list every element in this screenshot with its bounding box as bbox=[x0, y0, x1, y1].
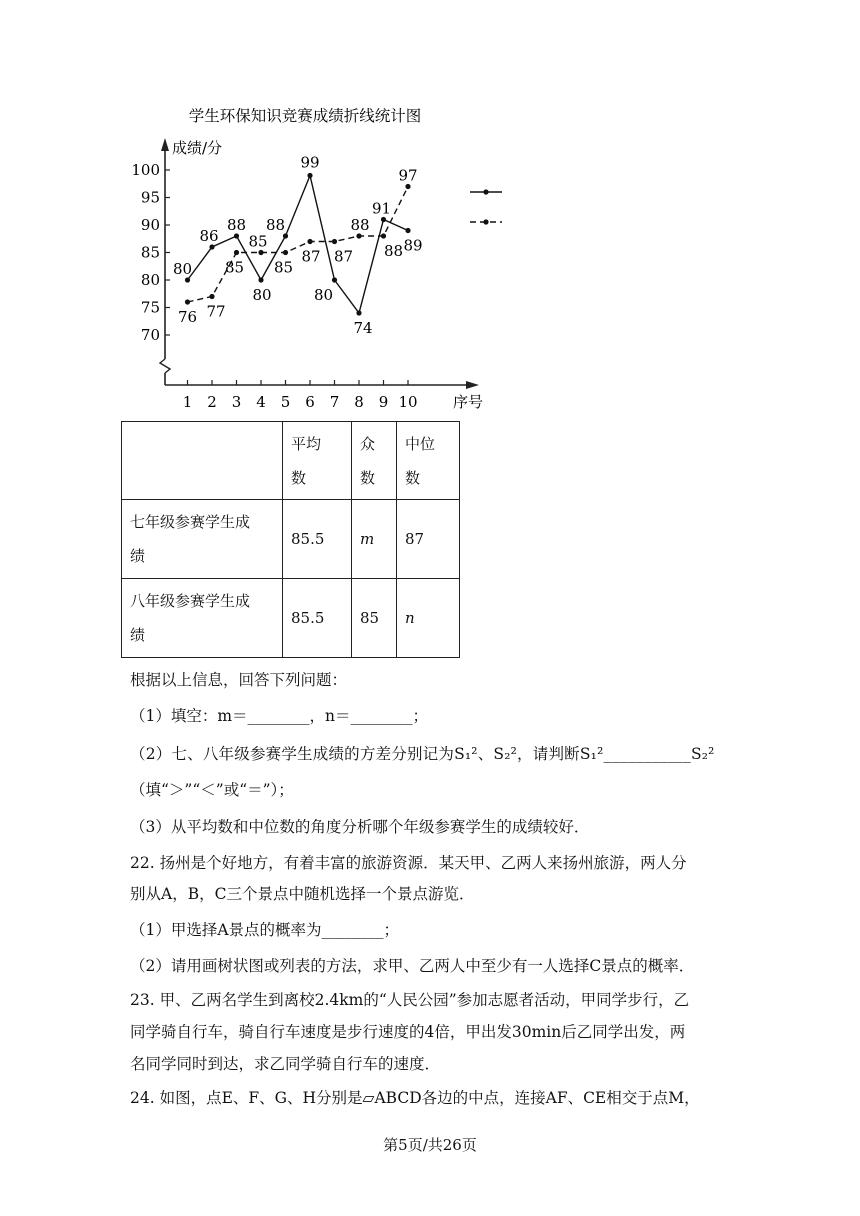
problem-23-line-3: 名同学同时到达，求乙同学骑自行车的速度． bbox=[130, 1055, 441, 1073]
y-tick-label: 70 bbox=[140, 326, 160, 344]
line-chart bbox=[131, 95, 500, 415]
header-line: 平均 bbox=[291, 434, 322, 453]
row-label-line: 绩 bbox=[130, 626, 146, 644]
cell-mean: 85.5 bbox=[283, 500, 352, 579]
x-tick-label: 9 bbox=[378, 393, 389, 411]
data-point bbox=[381, 233, 386, 238]
table-row bbox=[122, 579, 460, 658]
x-axis-label: 序号 bbox=[453, 393, 484, 411]
row-label-line: 绩 bbox=[130, 547, 146, 565]
y-tick-label: 95 bbox=[140, 188, 160, 207]
problem-23-line-2: 同学骑自行车，骑自行车速度是步行速度的4倍，甲出发30min后乙同学出发，两 bbox=[130, 1023, 686, 1041]
data-label: 85 bbox=[273, 258, 294, 277]
question-1: （1）填空：m＝________，n＝________； bbox=[130, 707, 429, 725]
data-point bbox=[356, 310, 361, 315]
data-point bbox=[209, 294, 214, 299]
y-tick-label: 85 bbox=[140, 243, 160, 262]
table-header-empty bbox=[122, 422, 283, 500]
question-3: （3）从平均数和中位数的角度分析哪个年级参赛学生的成绩较好． bbox=[130, 818, 590, 836]
data-point bbox=[185, 277, 190, 282]
legend-marker bbox=[483, 189, 488, 194]
row-label-line: 七年级参赛学生成 bbox=[130, 513, 251, 531]
data-label: 85 bbox=[224, 258, 245, 277]
data-label: 88 bbox=[265, 216, 286, 234]
table-header-mean bbox=[283, 422, 352, 500]
data-point bbox=[209, 244, 214, 249]
intro-text: 根据以上信息，回答下列问题： bbox=[130, 671, 348, 689]
data-label: 89 bbox=[403, 236, 423, 255]
cell-median: n bbox=[397, 579, 460, 658]
row-label-line: 八年级参赛学生成 bbox=[130, 592, 251, 610]
data-point bbox=[307, 173, 312, 178]
problem-22-line-2: 别从A，B，C三个景点中随机选择一个景点游览． bbox=[130, 885, 475, 903]
data-point bbox=[356, 233, 361, 238]
data-point bbox=[234, 250, 239, 255]
data-label: 74 bbox=[353, 319, 373, 337]
data-label: 99 bbox=[300, 153, 320, 172]
page-footer: 第5页/共26页 bbox=[383, 1136, 477, 1154]
data-point bbox=[332, 239, 337, 244]
data-point bbox=[381, 217, 386, 222]
problem-22-question-1: （1）甲选择A景点的概率为________； bbox=[130, 921, 400, 939]
data-label: 91 bbox=[371, 199, 392, 218]
y-axis-label: 成绩/分 bbox=[172, 139, 223, 157]
data-label: 80 bbox=[172, 260, 193, 278]
chart-title: 学生环保知识竞赛成绩折线统计图 bbox=[188, 107, 422, 125]
table-header-median bbox=[397, 422, 460, 500]
row-label bbox=[122, 500, 283, 579]
data-point bbox=[185, 299, 190, 304]
data-point bbox=[307, 239, 312, 244]
cell-mode: 85 bbox=[352, 579, 397, 658]
header-line: 数 bbox=[405, 468, 421, 487]
x-tick-label: 6 bbox=[305, 393, 315, 411]
problem-22-line-1: 22. 扬州是个好地方，有着丰富的旅游资源．某天甲、乙两人来扬州旅游，两人分 bbox=[130, 854, 687, 872]
y-tick-label: 75 bbox=[140, 298, 160, 317]
series-line-grade7 bbox=[188, 176, 409, 314]
x-tick-label: 1 bbox=[182, 393, 193, 411]
x-tick-label: 7 bbox=[329, 393, 340, 411]
y-tick-label: 80 bbox=[140, 271, 160, 289]
x-tick-label: 5 bbox=[280, 393, 291, 411]
y-tick-label: 90 bbox=[140, 216, 160, 234]
cell-median: 87 bbox=[397, 500, 460, 579]
data-label: 88 bbox=[350, 216, 370, 234]
header-line: 数 bbox=[360, 468, 376, 487]
problem-24-line-1: 24. 如图，点E、F、G、H分别是▱ABCD各边的中点，连接AF、CE相交于点M， bbox=[130, 1089, 700, 1107]
data-label: 88 bbox=[383, 242, 404, 260]
data-point bbox=[405, 184, 410, 189]
x-tick-label: 2 bbox=[207, 393, 217, 411]
data-point bbox=[258, 277, 263, 282]
data-label: 76 bbox=[177, 308, 198, 326]
x-tick-label: 10 bbox=[398, 393, 418, 411]
data-label: 80 bbox=[313, 286, 334, 304]
data-label: 86 bbox=[199, 227, 219, 245]
table-row bbox=[122, 500, 460, 579]
data-label: 77 bbox=[206, 302, 226, 321]
header-line: 中位 bbox=[405, 434, 436, 453]
data-label: 80 bbox=[252, 286, 272, 304]
data-point bbox=[283, 250, 288, 255]
row-label bbox=[122, 579, 283, 658]
data-label: 88 bbox=[226, 216, 247, 234]
tick-labels bbox=[131, 161, 417, 411]
problem-23-line-1: 23. 甲、乙两名学生到离校2.4km的“人民公园”参加志愿者活动，甲同学步行，乙 bbox=[130, 991, 690, 1009]
header-line: 众 bbox=[360, 434, 376, 453]
data-label: 97 bbox=[398, 166, 418, 185]
table-header-mode bbox=[352, 422, 397, 500]
axis-break-mark bbox=[160, 359, 170, 373]
data-point bbox=[234, 233, 239, 238]
data-label: 85 bbox=[248, 232, 268, 251]
problem-22-question-2: （2）请用画树状图或列表的方法，求甲、乙两人中至少有一人选择C景点的概率． bbox=[130, 957, 695, 975]
series-group bbox=[173, 154, 423, 338]
y-tick-label: 100 bbox=[131, 161, 160, 179]
y-axis-arrow bbox=[161, 138, 169, 151]
cell-mean: 85.5 bbox=[283, 579, 352, 658]
table-header-row bbox=[122, 422, 460, 500]
cell-mode: m bbox=[352, 500, 397, 579]
question-2-hint: （填“＞”“＜”或“＝”）； bbox=[130, 781, 294, 799]
x-axis-arrow bbox=[466, 381, 479, 389]
data-label: 87 bbox=[333, 247, 354, 266]
data-point bbox=[258, 250, 263, 255]
question-2: （2）七、八年级参赛学生成绩的方差分别记为S₁²、S₂²，请判断S₁²___________S₂² bbox=[130, 745, 715, 763]
data-label: 87 bbox=[301, 247, 321, 266]
header-line: 数 bbox=[291, 468, 307, 487]
x-tick-label: 8 bbox=[354, 393, 364, 411]
x-tick-label: 3 bbox=[231, 393, 242, 411]
data-point bbox=[283, 233, 288, 238]
legend-marker bbox=[483, 219, 488, 224]
statistics-table bbox=[121, 421, 460, 658]
x-tick-label: 4 bbox=[256, 393, 266, 411]
legend bbox=[470, 189, 502, 224]
data-point bbox=[405, 228, 410, 233]
data-point bbox=[332, 277, 337, 282]
